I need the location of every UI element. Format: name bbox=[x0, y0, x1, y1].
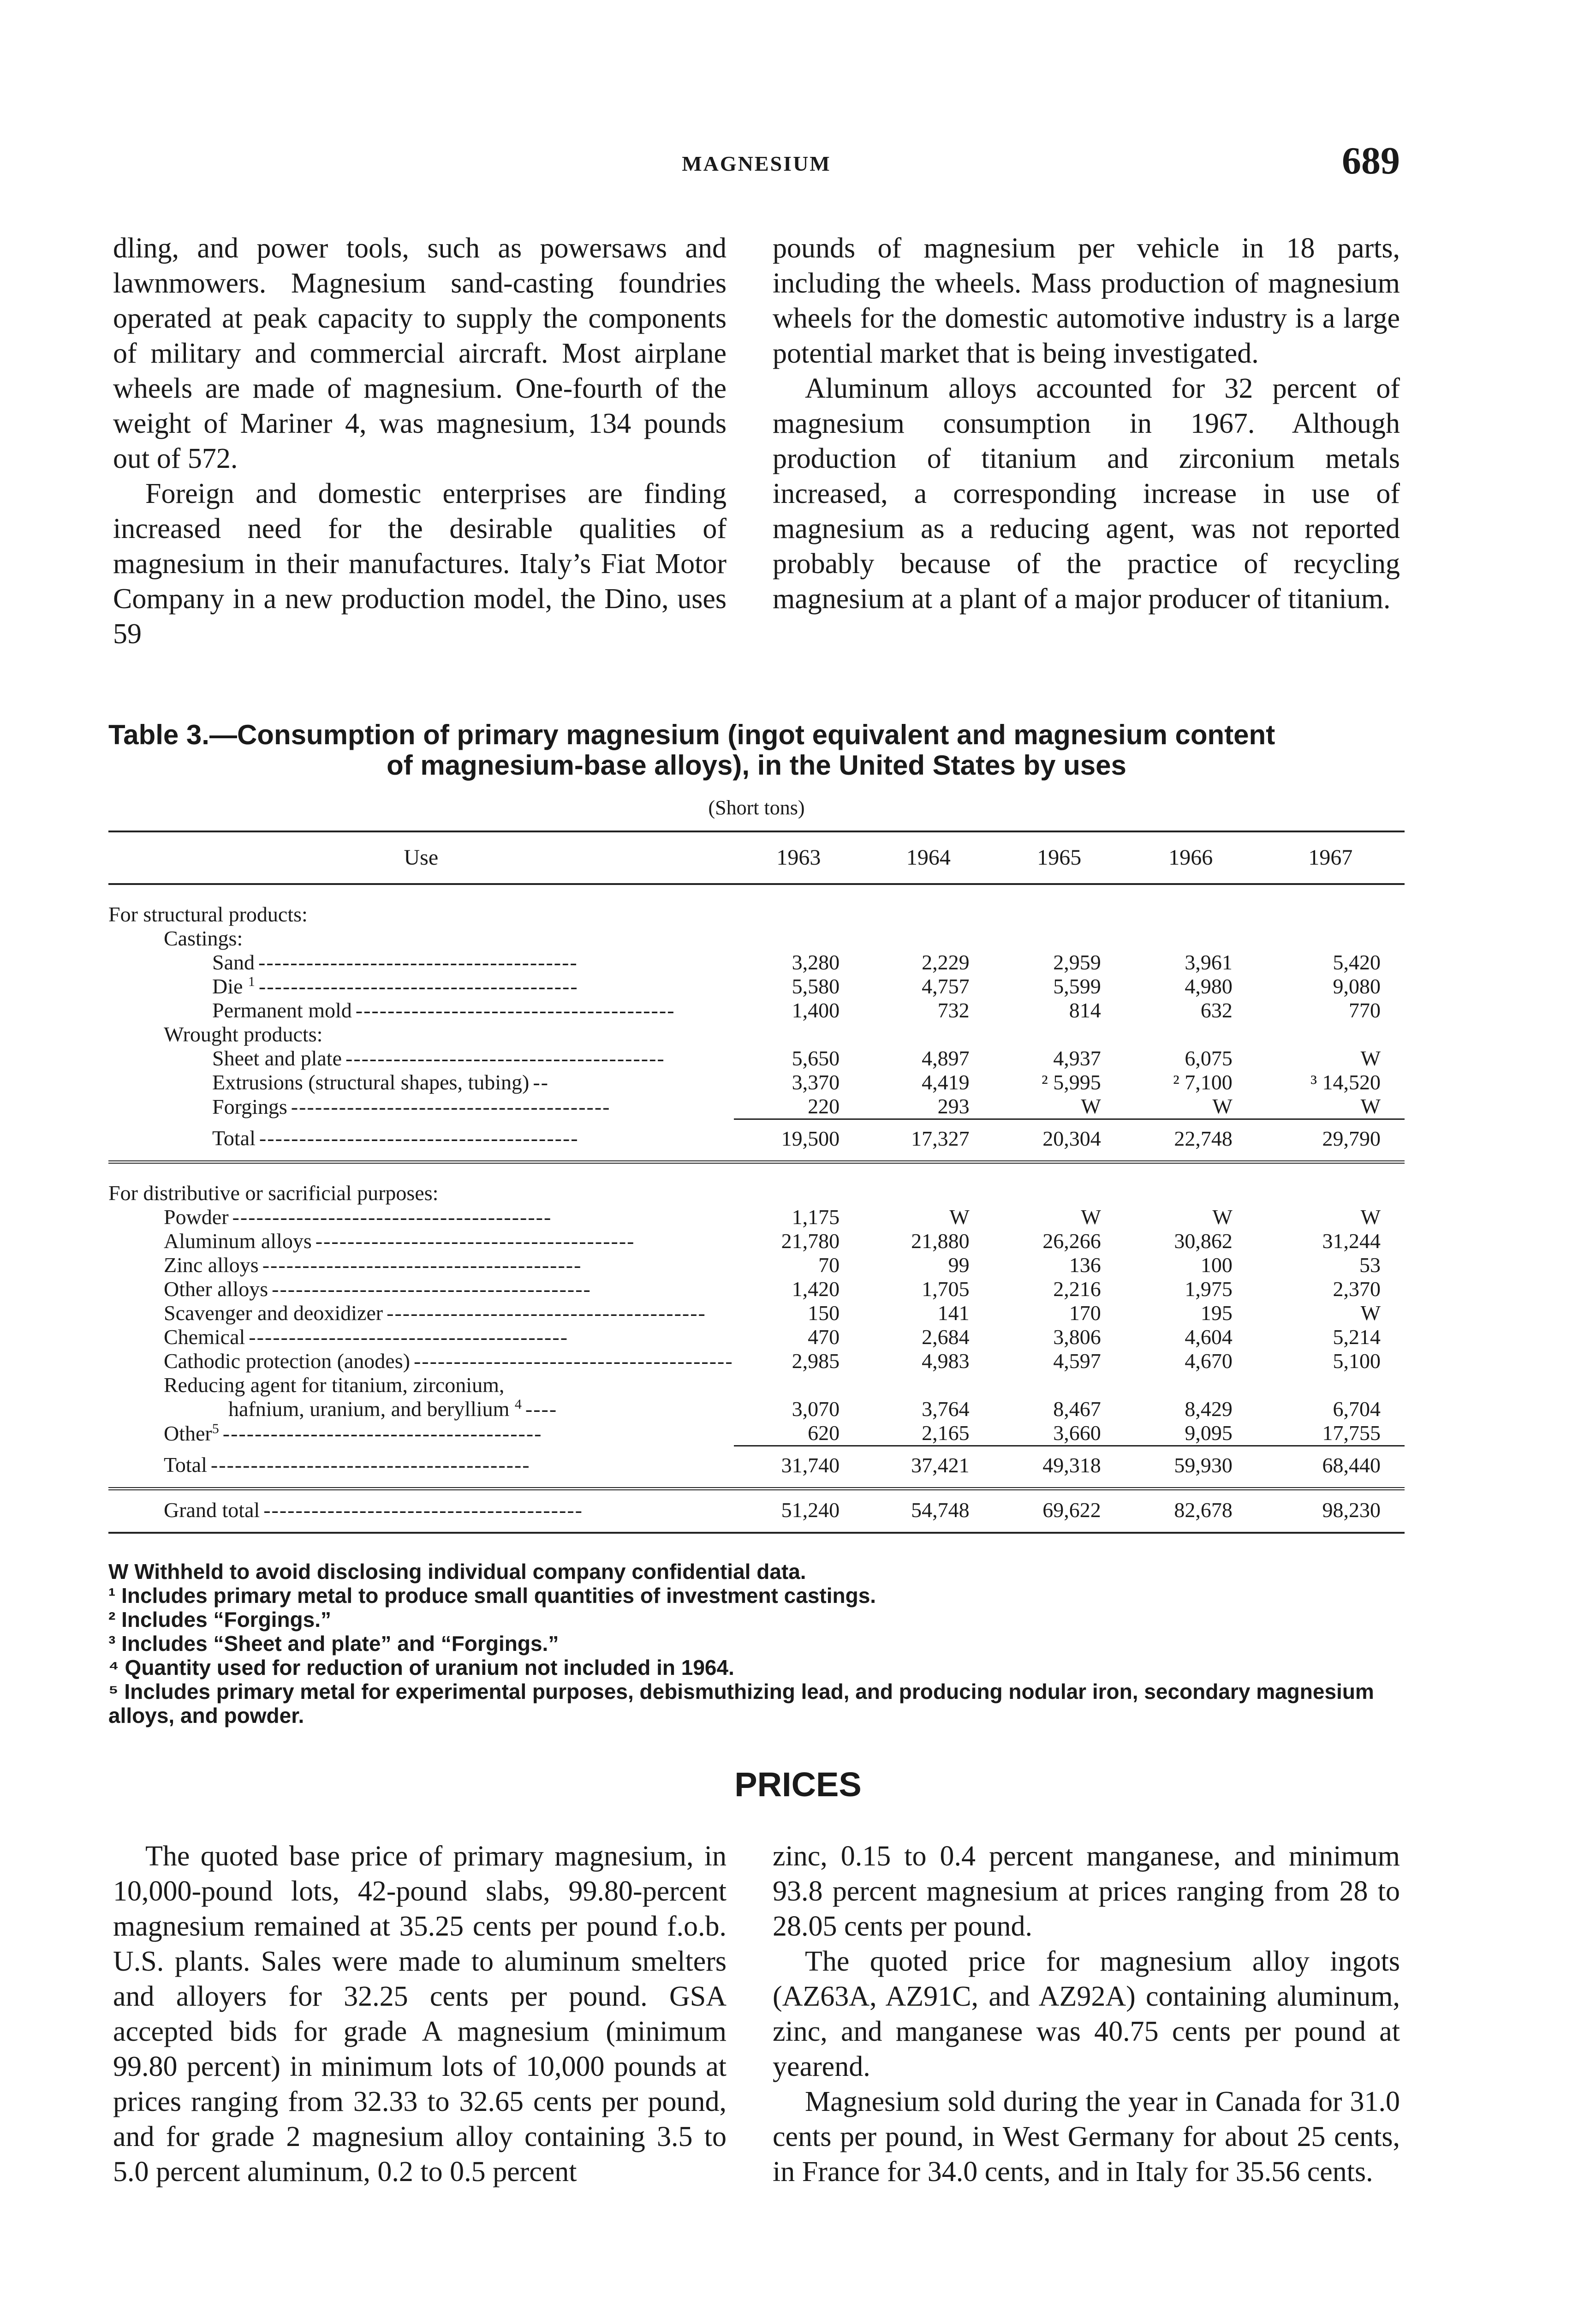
subheading-row bbox=[108, 1022, 1405, 1046]
cell: 1,175 bbox=[792, 1205, 840, 1229]
cell: 54,748 bbox=[911, 1498, 970, 1522]
row-label: Cathodic protection (anodes) ---------------------------------------- bbox=[164, 1349, 733, 1373]
column-header: 1965 bbox=[1037, 845, 1082, 870]
row-label: Zinc alloys ---------------------------------------- bbox=[164, 1253, 582, 1277]
cell: 1,975 bbox=[1185, 1277, 1233, 1301]
total-row bbox=[108, 1119, 1405, 1162]
running-head: MAGNESIUM bbox=[682, 152, 831, 175]
footnote: ³ Includes “Sheet and plate” and “Forgings.” bbox=[108, 1632, 559, 1656]
column-header: 1967 bbox=[1308, 845, 1353, 870]
consumption-table bbox=[108, 831, 1405, 1534]
cell: 2,216 bbox=[1053, 1277, 1101, 1301]
cell: 3,070 bbox=[792, 1397, 840, 1421]
subheading-row bbox=[108, 926, 1405, 950]
paragraph: pounds of magnesium per vehicle in 18 parts, including the wheels. Mass production of magnesium wheels for the domestic automotive industry is a large potential market that is being investigated. bbox=[773, 233, 1400, 369]
cell: 8,429 bbox=[1185, 1397, 1233, 1421]
cell: W bbox=[1081, 1205, 1101, 1229]
table-title-line1: Table 3.—Consumption of primary magnesium (ingot equivalent and magnesium content bbox=[108, 719, 1275, 750]
section-heading-row bbox=[108, 902, 1405, 926]
table-row bbox=[108, 1046, 1405, 1070]
column-header: 1963 bbox=[776, 845, 821, 870]
cell: 9,080 bbox=[1333, 974, 1381, 998]
cell: 30,862 bbox=[1174, 1229, 1233, 1253]
cell: 4,983 bbox=[922, 1349, 970, 1373]
column-header: Use bbox=[404, 845, 439, 870]
cell: 2,684 bbox=[922, 1325, 970, 1349]
cell: 5,214 bbox=[1333, 1325, 1381, 1349]
table-units: (Short tons) bbox=[708, 796, 805, 819]
cell: 814 bbox=[1069, 998, 1101, 1022]
cell: 5,420 bbox=[1333, 950, 1381, 974]
cell: 51,240 bbox=[781, 1498, 840, 1522]
cell: 2,370 bbox=[1333, 1277, 1381, 1301]
row-label: Sheet and plate ---------------------------------------- bbox=[212, 1046, 665, 1070]
paragraph: zinc, 0.15 to 0.4 percent manganese, and minimum 93.8 percent magnesium at prices ranging from 28 to 28.05 cents per pound. bbox=[773, 1841, 1400, 1942]
cell: 4,757 bbox=[922, 974, 970, 998]
cell: 82,678 bbox=[1174, 1498, 1233, 1522]
cell: 170 bbox=[1069, 1301, 1101, 1325]
cell: ² 7,100 bbox=[1173, 1070, 1233, 1094]
row-label: Chemical ---------------------------------------- bbox=[164, 1325, 569, 1349]
table-row bbox=[108, 1070, 1405, 1094]
cell: 632 bbox=[1200, 998, 1233, 1022]
cell: ² 5,995 bbox=[1041, 1070, 1101, 1094]
cell: 37,421 bbox=[864, 1446, 993, 1489]
cell: 31,244 bbox=[1322, 1229, 1381, 1253]
cell: 3,280 bbox=[792, 950, 840, 974]
cell: 4,670 bbox=[1185, 1349, 1233, 1373]
row-label: Total ---------------------------------------- bbox=[164, 1453, 530, 1477]
grand-total-row bbox=[108, 1489, 1405, 1533]
row-label: Extrusions (structural shapes, tubing) -- bbox=[212, 1070, 549, 1094]
footnote: ² Includes “Forgings.” bbox=[108, 1608, 332, 1632]
cell: 620 bbox=[808, 1421, 840, 1445]
cell: 5,580 bbox=[792, 974, 840, 998]
cell: 4,604 bbox=[1185, 1325, 1233, 1349]
cell: 100 bbox=[1200, 1253, 1233, 1277]
cell: 293 bbox=[937, 1094, 970, 1118]
cell: W bbox=[1360, 1046, 1381, 1070]
total-row bbox=[108, 1446, 1405, 1489]
cell: 6,704 bbox=[1333, 1397, 1381, 1421]
cell: 1,420 bbox=[792, 1277, 840, 1301]
paragraph: The quoted base price of primary magnesium, in 10,000-pound lots, 42-pound slabs, 99.80-percent magnesium remained at 35.25 cents per pound f.o.b. U.S. plants. Sales were made to aluminum smelters and alloyers for 32.25 cents per pound. GSA accepted bids for grade A magnesium (minimum 99.80 percent) in minimum lots of 10,000 pounds at prices ranging from 32.33 to 32.65 cents per pound, and for grade 2 magnesium alloy containing 3.5 to 5.0 percent aluminum, 0.2 to 0.5 percent bbox=[113, 1841, 727, 2187]
prices-heading: PRICES bbox=[734, 1765, 862, 1804]
table-row bbox=[108, 974, 1405, 998]
row-label: Grand total ---------------------------------------- bbox=[164, 1498, 583, 1522]
row-label: Die $^1$ ---------------------------------------- bbox=[212, 974, 578, 998]
row-label: Reducing agent for titanium, zirconium, bbox=[164, 1373, 505, 1397]
cell: 1,400 bbox=[792, 998, 840, 1022]
table-row bbox=[108, 1253, 1405, 1277]
row-label: Powder ---------------------------------------- bbox=[164, 1205, 552, 1229]
table-row bbox=[108, 998, 1405, 1022]
cell: 31,740 bbox=[734, 1446, 864, 1489]
cell: W bbox=[1360, 1301, 1381, 1325]
section-heading-row bbox=[108, 1181, 1405, 1205]
cell: W bbox=[1360, 1094, 1381, 1118]
cell: 49,318 bbox=[994, 1446, 1125, 1489]
cell: 220 bbox=[808, 1094, 840, 1118]
table-row bbox=[108, 1349, 1405, 1373]
cell: 21,780 bbox=[781, 1229, 840, 1253]
cell: 5,100 bbox=[1333, 1349, 1381, 1373]
cell: 29,790 bbox=[1257, 1119, 1405, 1162]
cell: 5,650 bbox=[792, 1046, 840, 1070]
cell: 4,597 bbox=[1053, 1349, 1101, 1373]
cell: 1,705 bbox=[922, 1277, 970, 1301]
cell: 150 bbox=[808, 1301, 840, 1325]
cell: 22,748 bbox=[1125, 1119, 1257, 1162]
table-row bbox=[108, 1301, 1405, 1325]
table-row bbox=[108, 1277, 1405, 1301]
cell: 5,599 bbox=[1053, 974, 1101, 998]
cell: 2,959 bbox=[1053, 950, 1101, 974]
paragraph: Magnesium sold during the year in Canada for 31.0 cents per pound, in West Germany for about 25 cents, in France for 34.0 cents, and in Italy for 35.56 cents. bbox=[773, 2086, 1400, 2187]
footnote: ⁵ Includes primary metal for experimental purposes, debismuthizing lead, and producing nodular iron, secondary magnesium alloys, and powder. bbox=[108, 1679, 1374, 1727]
row-label: Other$^5$ ---------------------------------------- bbox=[164, 1421, 542, 1445]
cell: 53 bbox=[1359, 1253, 1381, 1277]
paragraph: The quoted price for magnesium alloy ingots (AZ63A, AZ91C, and AZ92A) containing aluminum, zinc, and manganese was 40.75 cents per pound at yearend. bbox=[773, 1946, 1400, 2082]
row-label: Sand ---------------------------------------- bbox=[212, 950, 578, 974]
cell: 470 bbox=[808, 1325, 840, 1349]
table-title-line2: of magnesium-base alloys), in the United States by uses bbox=[387, 750, 1126, 781]
table-row bbox=[108, 950, 1405, 974]
cell: 3,961 bbox=[1185, 950, 1233, 974]
section-heading: For structural products: bbox=[108, 902, 308, 926]
subheading: Castings: bbox=[164, 926, 243, 950]
cell: 9,095 bbox=[1185, 1421, 1233, 1445]
cell: 4,937 bbox=[1053, 1046, 1101, 1070]
cell: 2,165 bbox=[922, 1421, 970, 1445]
cell: 19,500 bbox=[734, 1119, 864, 1162]
paragraph: dling, and power tools, such as powersaws and lawnmowers. Magnesium sand-casting foundries operated at peak capacity to supply the components of military and commercial aircraft. Most airplane wheels are made of magnesium. One-fourth of the weight of Mariner 4, was magnesium, 134 pounds out of 572. bbox=[113, 233, 727, 474]
column-header: 1966 bbox=[1168, 845, 1213, 870]
cell: W bbox=[1212, 1205, 1233, 1229]
paragraph: Aluminum alloys accounted for 32 percent of magnesium consumption in 1967. Although production of titanium and zirconium metals increased, a corresponding increase in use of magnesium as a reducing agent, was not reported probably because of the practice of recycling magnesium at a plant of a major producer of titanium. bbox=[773, 373, 1400, 615]
table-row bbox=[108, 1205, 1405, 1229]
cell: W bbox=[1081, 1094, 1101, 1118]
cell: 98,230 bbox=[1322, 1498, 1381, 1522]
intro-right-column bbox=[773, 231, 1400, 616]
row-label: hafnium, uranium, and beryllium $^4$ ---- bbox=[228, 1397, 558, 1421]
table-title bbox=[108, 720, 1405, 781]
footnote: ¹ Includes primary metal to produce small quantities of investment castings. bbox=[108, 1584, 876, 1608]
footnote: W Withheld to avoid disclosing individual company confidential data. bbox=[108, 1560, 806, 1584]
cell: 195 bbox=[1200, 1301, 1233, 1325]
cell: 17,755 bbox=[1322, 1421, 1381, 1445]
cell: 99 bbox=[948, 1253, 970, 1277]
cell: 26,266 bbox=[1042, 1229, 1101, 1253]
page-header bbox=[113, 138, 1400, 189]
section-heading: For distributive or sacrificial purposes: bbox=[108, 1181, 439, 1205]
row-label: Total ---------------------------------------- bbox=[212, 1126, 579, 1150]
cell: 2,229 bbox=[922, 950, 970, 974]
cell: 4,897 bbox=[922, 1046, 970, 1070]
cell: 3,660 bbox=[1053, 1421, 1101, 1445]
cell: 8,467 bbox=[1053, 1397, 1101, 1421]
cell: 136 bbox=[1069, 1253, 1101, 1277]
cell: 3,764 bbox=[922, 1397, 970, 1421]
table-header-row bbox=[108, 831, 1405, 884]
row-label: Forgings ---------------------------------------- bbox=[212, 1094, 611, 1118]
cell: 141 bbox=[937, 1301, 970, 1325]
table-row bbox=[108, 1094, 1405, 1119]
cell: 68,440 bbox=[1257, 1446, 1405, 1489]
footnote: ⁴ Quantity used for reduction of uranium not included in 1964. bbox=[108, 1656, 734, 1679]
cell: 59,930 bbox=[1125, 1446, 1257, 1489]
table-row bbox=[108, 1325, 1405, 1349]
paragraph: Foreign and domestic enterprises are finding increased need for the desirable qualities of magnesium in their manufactures. Italy’s Fiat Motor Company in a new production model, the Dino, uses 59 bbox=[113, 478, 727, 650]
table-row bbox=[108, 1421, 1405, 1446]
cell: 732 bbox=[937, 998, 970, 1022]
data-table bbox=[108, 831, 1405, 1534]
table-row bbox=[108, 1229, 1405, 1253]
table-footnotes bbox=[108, 1560, 1405, 1727]
page-number: 689 bbox=[1342, 139, 1400, 182]
cell: 69,622 bbox=[1042, 1498, 1101, 1522]
cell: 4,419 bbox=[922, 1070, 970, 1094]
cell: 21,880 bbox=[911, 1229, 970, 1253]
cell: 2,985 bbox=[792, 1349, 840, 1373]
cell: 20,304 bbox=[994, 1119, 1125, 1162]
prices-right-column bbox=[773, 1839, 1400, 2189]
table-row bbox=[108, 1373, 1405, 1397]
row-label: Aluminum alloys ---------------------------------------- bbox=[164, 1229, 635, 1253]
cell: 3,806 bbox=[1053, 1325, 1101, 1349]
subheading: Wrought products: bbox=[164, 1022, 323, 1046]
cell: W bbox=[949, 1205, 970, 1229]
row-label: Permanent mold ---------------------------------------- bbox=[212, 998, 675, 1022]
row-label: Scavenger and deoxidizer ---------------------------------------- bbox=[164, 1301, 706, 1325]
cell: W bbox=[1212, 1094, 1233, 1118]
cell: 70 bbox=[818, 1253, 840, 1277]
cell: 3,370 bbox=[792, 1070, 840, 1094]
row-label: Other alloys ---------------------------------------- bbox=[164, 1277, 591, 1301]
cell: 6,075 bbox=[1185, 1046, 1233, 1070]
cell: 4,980 bbox=[1185, 974, 1233, 998]
cell: ³ 14,520 bbox=[1310, 1070, 1381, 1094]
prices-left-column bbox=[113, 1839, 727, 2189]
cell: 17,327 bbox=[864, 1119, 993, 1162]
cell: 770 bbox=[1349, 998, 1381, 1022]
column-header: 1964 bbox=[906, 845, 951, 870]
intro-left-column bbox=[113, 231, 727, 651]
cell: W bbox=[1360, 1205, 1381, 1229]
table-row bbox=[108, 1397, 1405, 1421]
